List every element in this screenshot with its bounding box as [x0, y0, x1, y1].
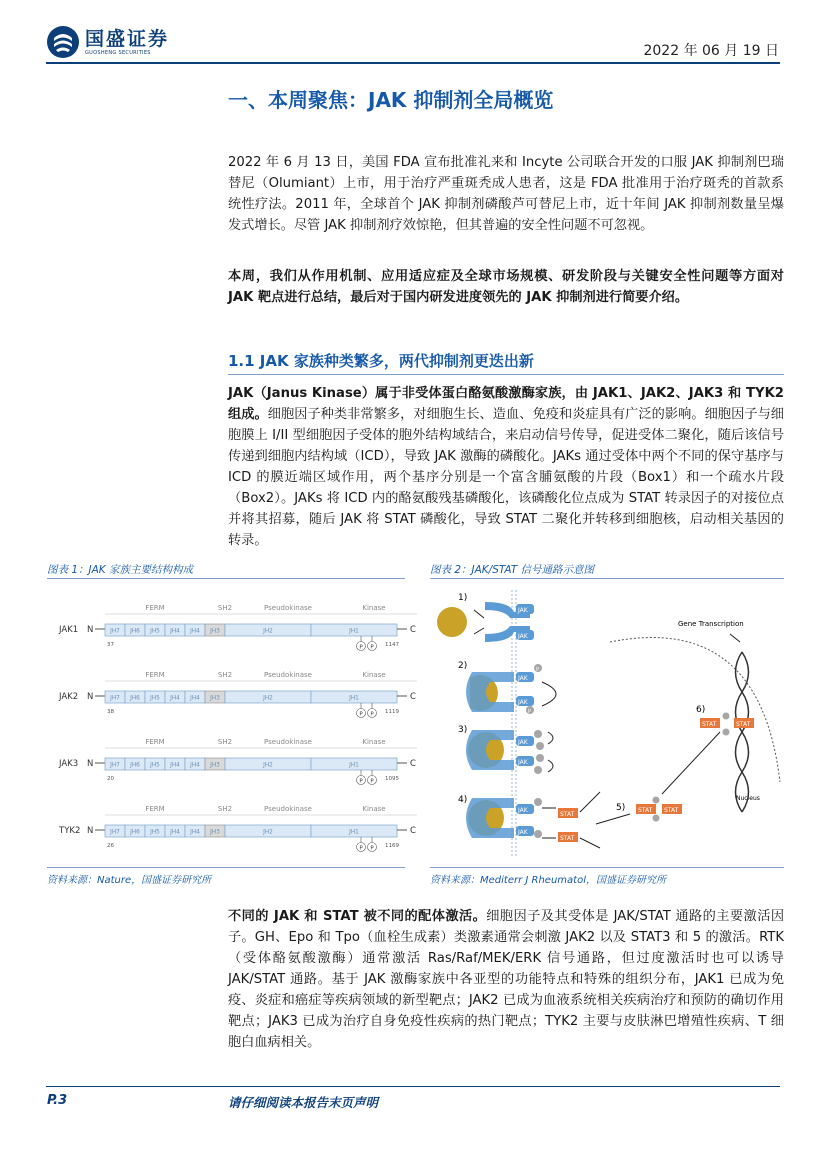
- subsection-divider: [228, 374, 784, 375]
- figure1-top-rule: [47, 578, 405, 579]
- domain-label: JH7: [110, 762, 120, 769]
- logo-icon: [46, 25, 80, 59]
- domain-label: JH4: [170, 762, 180, 769]
- domain-label: JH2: [263, 829, 273, 836]
- page-number: P.3: [47, 1093, 68, 1108]
- domain-label: JH3: [210, 762, 220, 769]
- figure2-top-rule: [430, 578, 784, 579]
- start-residue: 37: [107, 642, 114, 648]
- paragraph-intro: 2022 年 6 月 13 日，美国 FDA 宣布批准礼来和 Incyte 公司联合开发的口服 JAK 抑制剂巴瑞替尼（Olumiant）上市，用于治疗严重斑秃成人患者，这是 FDA 批准用于治疗斑秃的首款系统性疗法。2011 年，全球首个 JAK 抑制剂磷酸芦可替尼上市，近十年间 JAK 抑制剂数量呈爆发式增长。尽管 JAK 抑制剂疗效惊艳，但其普遍的安全性问题不可忽视。: [228, 155, 784, 233]
- brand-name: 国盛证券: [85, 28, 170, 50]
- domain-label: JH1: [349, 829, 359, 836]
- phospho-marker: [534, 730, 542, 738]
- end-residue: 1095: [385, 776, 399, 782]
- step-label-1: 1): [458, 593, 468, 603]
- domain-label: JH4: [190, 762, 200, 769]
- figure2-source: 资料来源：Mediterr J Rheumatol，国盛证券研究所: [430, 875, 666, 886]
- phospho-label: P: [359, 778, 363, 785]
- phospho-label: P: [359, 644, 363, 651]
- figure1-source: 资料来源：Nature，国盛证券研究所: [47, 875, 212, 886]
- jak-label: JAK: [518, 699, 528, 706]
- phospho-label: P: [370, 644, 374, 651]
- paragraph-summary: 本周，我们从作用机制、应用适应症及全球市场规模、研发阶段与关键安全性问题等方面对 JAK 靶点进行总结，最后对于国内研发进度领先的 JAK 抑制剂进行简要介绍。: [228, 269, 784, 305]
- domain-header: SH2: [217, 671, 233, 679]
- domain-label: JH2: [263, 695, 273, 702]
- stat-label: STAT: [560, 811, 575, 818]
- nucleus-label: Nucleus: [736, 795, 760, 802]
- start-residue: 26: [107, 843, 114, 849]
- dna-strand: [736, 652, 749, 812]
- disclaimer-note: 请仔细阅读本报告末页声明: [228, 1095, 379, 1110]
- c-terminus: C: [410, 759, 416, 769]
- jak-family-body: 细胞因子种类非常繁多，对细胞生长、造血、免疫和炎症具有广泛的影响。细胞因子与细胞膜上 I/II 型细胞因子受体的胞外结构域结合，来启动信号传导，促进受体二聚化，随后该信号传递到细胞内结构域（ICD），导致 JAK 激酶的磷酸化。JAKs 通过受体中两个不同的保守基序与 ICD 的膜近端区域作用，两个基序分别是一个富含脯氨酸的片段（Box1）和一个疏水片段（Box2）。JAKs 将 ICD 内的酪氨酸残基磷酸化，该磷酸化位点成为 STAT 转录因子的对接位点并将其招募，随后 JAK 将 STAT 磷酸化，导致 STAT 二聚化并转移到细胞核，启动相关基因的转录。: [228, 407, 784, 548]
- nucleus-boundary: [610, 638, 780, 783]
- arrow: [474, 628, 484, 634]
- domain-label: JH6: [130, 829, 140, 836]
- phospho-marker: [653, 815, 660, 822]
- arrow: [580, 792, 600, 812]
- domain-label: JH6: [130, 695, 140, 702]
- domain-header: FERM: [145, 805, 165, 813]
- figure2-label: 图表 2：JAK/STAT 信号通路示意图: [430, 564, 595, 576]
- jak-label: JAK: [518, 739, 528, 746]
- phospho-marker: [534, 830, 542, 838]
- domain-label: JH4: [170, 695, 180, 702]
- phospho-label: P: [536, 667, 540, 673]
- domain-label: JH7: [110, 628, 120, 635]
- stat-label: STAT: [560, 835, 575, 842]
- figure1-bottom-rule: [47, 867, 405, 868]
- curved-arrow: [548, 760, 553, 772]
- phospho-marker: [723, 729, 730, 736]
- domain-header: Pseudokinase: [264, 805, 312, 813]
- domain-label: JH4: [190, 829, 200, 836]
- arrow: [596, 814, 630, 824]
- domain-label: JH5: [150, 829, 160, 836]
- phospho-marker: [536, 742, 544, 750]
- phospho-marker: [723, 713, 730, 720]
- jak-family-lead: JAK（Janus Kinase）属于非受体蛋白酪氨酸激酶家族，由 JAK1、JAK2、JAK3 和 TYK2 组成。: [228, 386, 784, 422]
- protein-name: JAK2: [59, 692, 79, 702]
- protein-name: JAK3: [59, 759, 79, 769]
- jak-label: JAK: [518, 829, 528, 836]
- domain-header: SH2: [217, 738, 233, 746]
- arrow: [474, 610, 484, 618]
- brand-logo: [46, 25, 169, 59]
- phospho-marker: [534, 798, 542, 806]
- phospho-label: P: [370, 778, 374, 785]
- c-terminus: C: [410, 625, 416, 635]
- n-terminus: N: [87, 759, 94, 769]
- step-label-6: 6): [696, 705, 706, 715]
- end-residue: 1119: [385, 709, 399, 715]
- domain-label: JH3: [210, 628, 220, 635]
- phospho-label: P: [370, 711, 374, 718]
- domain-label: JH2: [263, 628, 273, 635]
- jak-label: JAK: [518, 633, 528, 640]
- phospho-label: P: [359, 711, 363, 718]
- c-terminus: C: [410, 826, 416, 836]
- figure1-label: 图表 1：JAK 家族主要结构构成: [47, 564, 194, 576]
- cytokine-ligand: [437, 607, 467, 637]
- domain-label: JH4: [170, 628, 180, 635]
- c-terminus: C: [410, 692, 416, 702]
- curved-arrow: [548, 732, 553, 744]
- jak-label: JAK: [518, 759, 528, 766]
- step-label-4: 4): [458, 795, 468, 805]
- domain-header: Pseudokinase: [264, 738, 312, 746]
- domain-label: JH4: [190, 695, 200, 702]
- jak-label: JAK: [518, 675, 528, 682]
- protein-name: TYK2: [59, 826, 81, 836]
- start-residue: 38: [107, 709, 114, 715]
- brand-subtitle: GUOSHENG SECURITIES: [85, 50, 151, 56]
- n-terminus: N: [87, 826, 94, 836]
- jak-label: JAK: [518, 807, 528, 814]
- domain-label: JH7: [110, 695, 120, 702]
- phospho-label: P: [359, 845, 363, 852]
- step-label-2: 2): [458, 661, 468, 671]
- domain-header: FERM: [145, 671, 165, 679]
- stat-label: STAT: [702, 721, 717, 728]
- phospho-marker: [653, 797, 660, 804]
- domain-header: Pseudokinase: [264, 604, 312, 612]
- phospho-label: P: [528, 709, 532, 715]
- n-terminus: N: [87, 625, 94, 635]
- jak-label: JAK: [518, 607, 528, 614]
- header-divider: [46, 62, 780, 64]
- domain-label: JH5: [150, 695, 160, 702]
- arrow: [662, 732, 720, 794]
- report-date: 2022 年 06 月 19 日: [643, 43, 779, 59]
- gene-transcription-label: Gene Transcription: [678, 620, 744, 628]
- curved-arrow: [542, 682, 556, 706]
- domain-header: Kinase: [362, 738, 386, 746]
- jak-stat-pathway-diagram: [430, 582, 784, 864]
- domain-header: FERM: [145, 738, 165, 746]
- stat-label: STAT: [664, 807, 679, 814]
- subsection-title: 1.1 JAK 家族种类繁多，两代抑制剂更迭出新: [228, 352, 534, 370]
- phospho-label: P: [370, 845, 374, 852]
- stat-label: STAT: [638, 807, 653, 814]
- step-label-3: 3): [458, 725, 468, 735]
- domain-label: JH6: [130, 628, 140, 635]
- end-residue: 1169: [385, 843, 399, 849]
- domain-header: Pseudokinase: [264, 671, 312, 679]
- phospho-marker: [536, 754, 544, 762]
- domain-header: SH2: [217, 805, 233, 813]
- domain-header: Kinase: [362, 805, 386, 813]
- figure2-bottom-rule: [430, 867, 784, 868]
- domain-label: JH5: [150, 762, 160, 769]
- n-terminus: N: [87, 692, 94, 702]
- paragraph-ligands: [228, 906, 784, 1053]
- domain-label: JH5: [150, 628, 160, 635]
- arrow: [580, 838, 600, 848]
- domain-label: JH1: [349, 695, 359, 702]
- protein-name: JAK1: [59, 625, 79, 635]
- domain-label: JH1: [349, 762, 359, 769]
- arrow: [730, 634, 740, 642]
- domain-label: JH7: [110, 829, 120, 836]
- section-title: 一、本周聚焦：JAK 抑制剂全局概览: [228, 88, 554, 112]
- step-label-5: 5): [616, 803, 626, 813]
- domain-label: JH2: [263, 762, 273, 769]
- domain-header: FERM: [145, 604, 165, 612]
- domain-label: JH4: [170, 829, 180, 836]
- domain-header: Kinase: [362, 671, 386, 679]
- domain-label: JH4: [190, 628, 200, 635]
- domain-label: JH6: [130, 762, 140, 769]
- ligands-lead: 不同的 JAK 和 STAT 被不同的配体激活。: [228, 909, 487, 924]
- domain-label: JH3: [210, 829, 220, 836]
- domain-header: SH2: [217, 604, 233, 612]
- domain-header: Kinase: [362, 604, 386, 612]
- end-residue: 1147: [385, 642, 399, 648]
- domain-label: JH1: [349, 628, 359, 635]
- start-residue: 20: [107, 776, 114, 782]
- jak-structure-diagram: [47, 590, 416, 860]
- stat-label: STAT: [736, 721, 751, 728]
- paragraph-jak-family: [228, 383, 784, 551]
- phospho-marker: [534, 766, 542, 774]
- footer-divider: [46, 1086, 780, 1087]
- ligands-body: 细胞因子及其受体是 JAK/STAT 通路的主要激活因子。GH、Epo 和 Tpo（血栓生成素）类激素通常会刺激 JAK2 以及 STAT3 和 5 的激活。RTK（受体酪氨酸激酶）通常激活 Ras/Raf/MEK/ERK 信号通路，但过度激活时也可以诱导 JAK/STAT 通路。基于 JAK 激酶家族中各亚型的功能特点和特殊的组织分布，JAK1 已成为免疫、炎症和癌症等疾病领域的新型靶点；JAK2 已成为血液系统相关疾病治疗和预防的确切作用靶点；JAK3 已成为治疗自身免疫性疾病的热门靶点；TYK2 主要与皮肤淋巴增殖性疾病、T 细胞白血病相关。: [228, 909, 785, 1050]
- domain-label: JH3: [210, 695, 220, 702]
